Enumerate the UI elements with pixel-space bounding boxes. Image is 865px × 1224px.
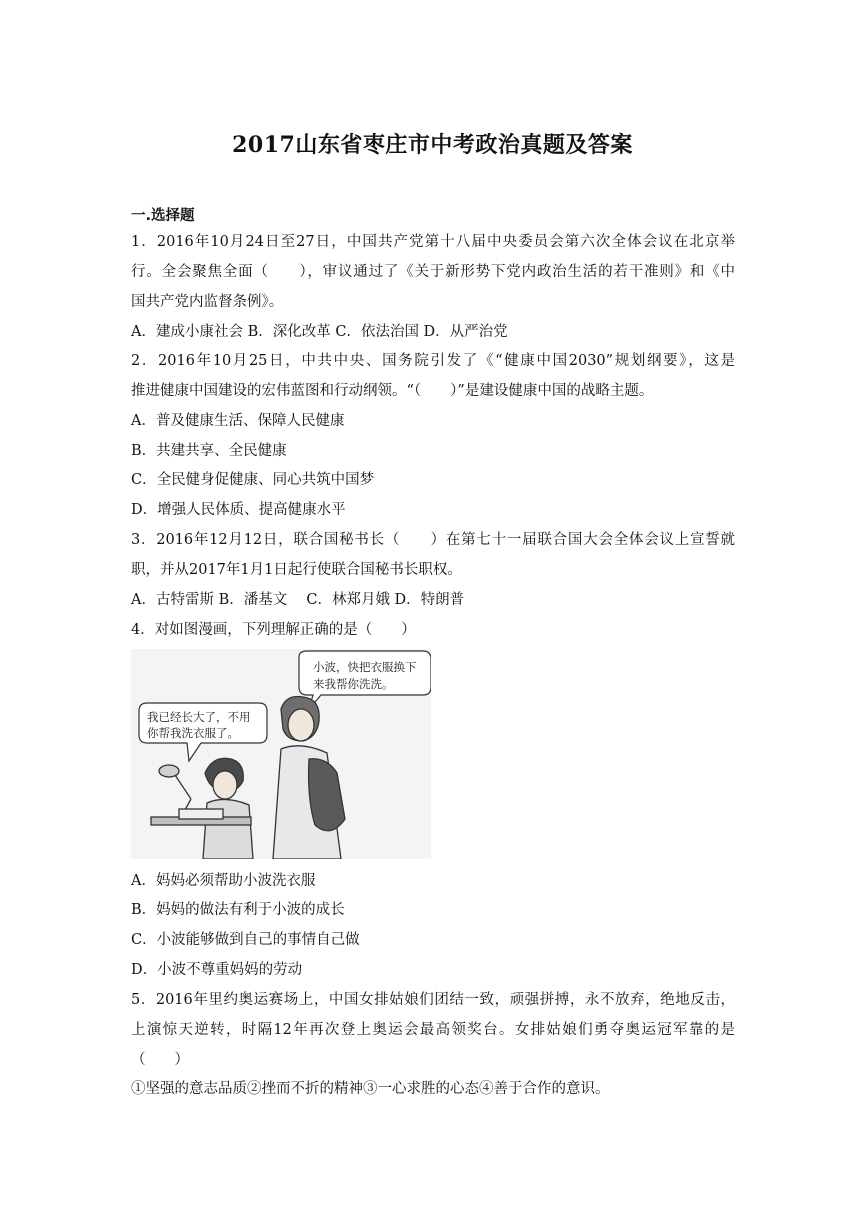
q1-options: A．建成小康社会 B．深化改革 C．依法治国 D．从严治党 [131, 324, 508, 340]
q3-line-2: 职，并从2017年1月1日起行使联合国秘书长职权。 [131, 562, 462, 578]
q1-line-1: 1．2016年10月24日至27日，中国共产党第十八届中央委员会第六次全体会议在北京举 [131, 234, 735, 250]
q4-option-a: A．妈妈必须帮助小波洗衣服 [131, 873, 316, 889]
q2-line-2: 推进健康中国建设的宏伟蓝图和行动纲领。“（ ）”是建设健康中国的战略主题。 [131, 383, 654, 399]
q4-line-1: 4．对如图漫画，下列理解正确的是（ ） [131, 622, 416, 638]
q5-line-2: 上演惊天逆转，时隔12年再次登上奥运会最高领奖台。女排姑娘们勇夺奥运冠军靠的是 [131, 1022, 735, 1038]
q2-line-1: 2．2016年10月25日，中共中央、国务院引发了《“健康中国2030”规划纲要》，这是 [131, 353, 735, 369]
q1-line-2: 行。全会聚焦全面（ ），审议通过了《关于新形势下党内政治生活的若干准则》和《中 [131, 264, 735, 280]
q2-option-b: B．共建共享、全民健康 [131, 443, 287, 459]
boy-speech-line-2: 你帮我洗衣服了。 [147, 726, 239, 740]
q2-option-a: A．普及健康生活、保障人民健康 [131, 413, 345, 429]
q2-option-d: D．增强人民体质、提高健康水平 [131, 502, 346, 518]
q1-line-3: 国共产党内监督条例》。 [131, 294, 284, 310]
mom-speech-line-2: 来我帮你洗洗。 [313, 677, 394, 691]
cartoon-illustration [131, 649, 431, 859]
boy-speech-line-1: 我已经长大了，不用 [147, 710, 251, 724]
q4-option-d: D．小波不尊重妈妈的劳动 [131, 962, 303, 978]
q3-options: A．古特雷斯 B．潘基文 C．林郑月娥 D．特朗普 [131, 592, 465, 608]
q5-line-3: （ ） [131, 1052, 189, 1068]
q4-option-c: C．小波能够做到自己的事情自己做 [131, 932, 360, 948]
q5-line-4: ①坚强的意志品质②挫而不折的精神③一心求胜的心态④善于合作的意识。 [131, 1081, 610, 1097]
page-title: 2017山东省枣庄市中考政治真题及答案 [232, 132, 633, 158]
section-heading: 一.选择题 [131, 208, 195, 224]
q2-option-c: C．全民健身促健康、同心共筑中国梦 [131, 472, 375, 488]
mom-speech-line-1: 小波，快把衣服换下 [313, 660, 417, 674]
q5-line-1: 5．2016年里约奥运赛场上，中国女排姑娘们团结一致，顽强拼搏，永不放弃，绝地反击， [131, 992, 735, 1008]
q3-line-1: 3．2016年12月12日，联合国秘书长（ ）在第七十一届联合国大会全体会议上宣誓就 [131, 532, 735, 548]
q4-option-b: B．妈妈的做法有利于小波的成长 [131, 902, 345, 918]
